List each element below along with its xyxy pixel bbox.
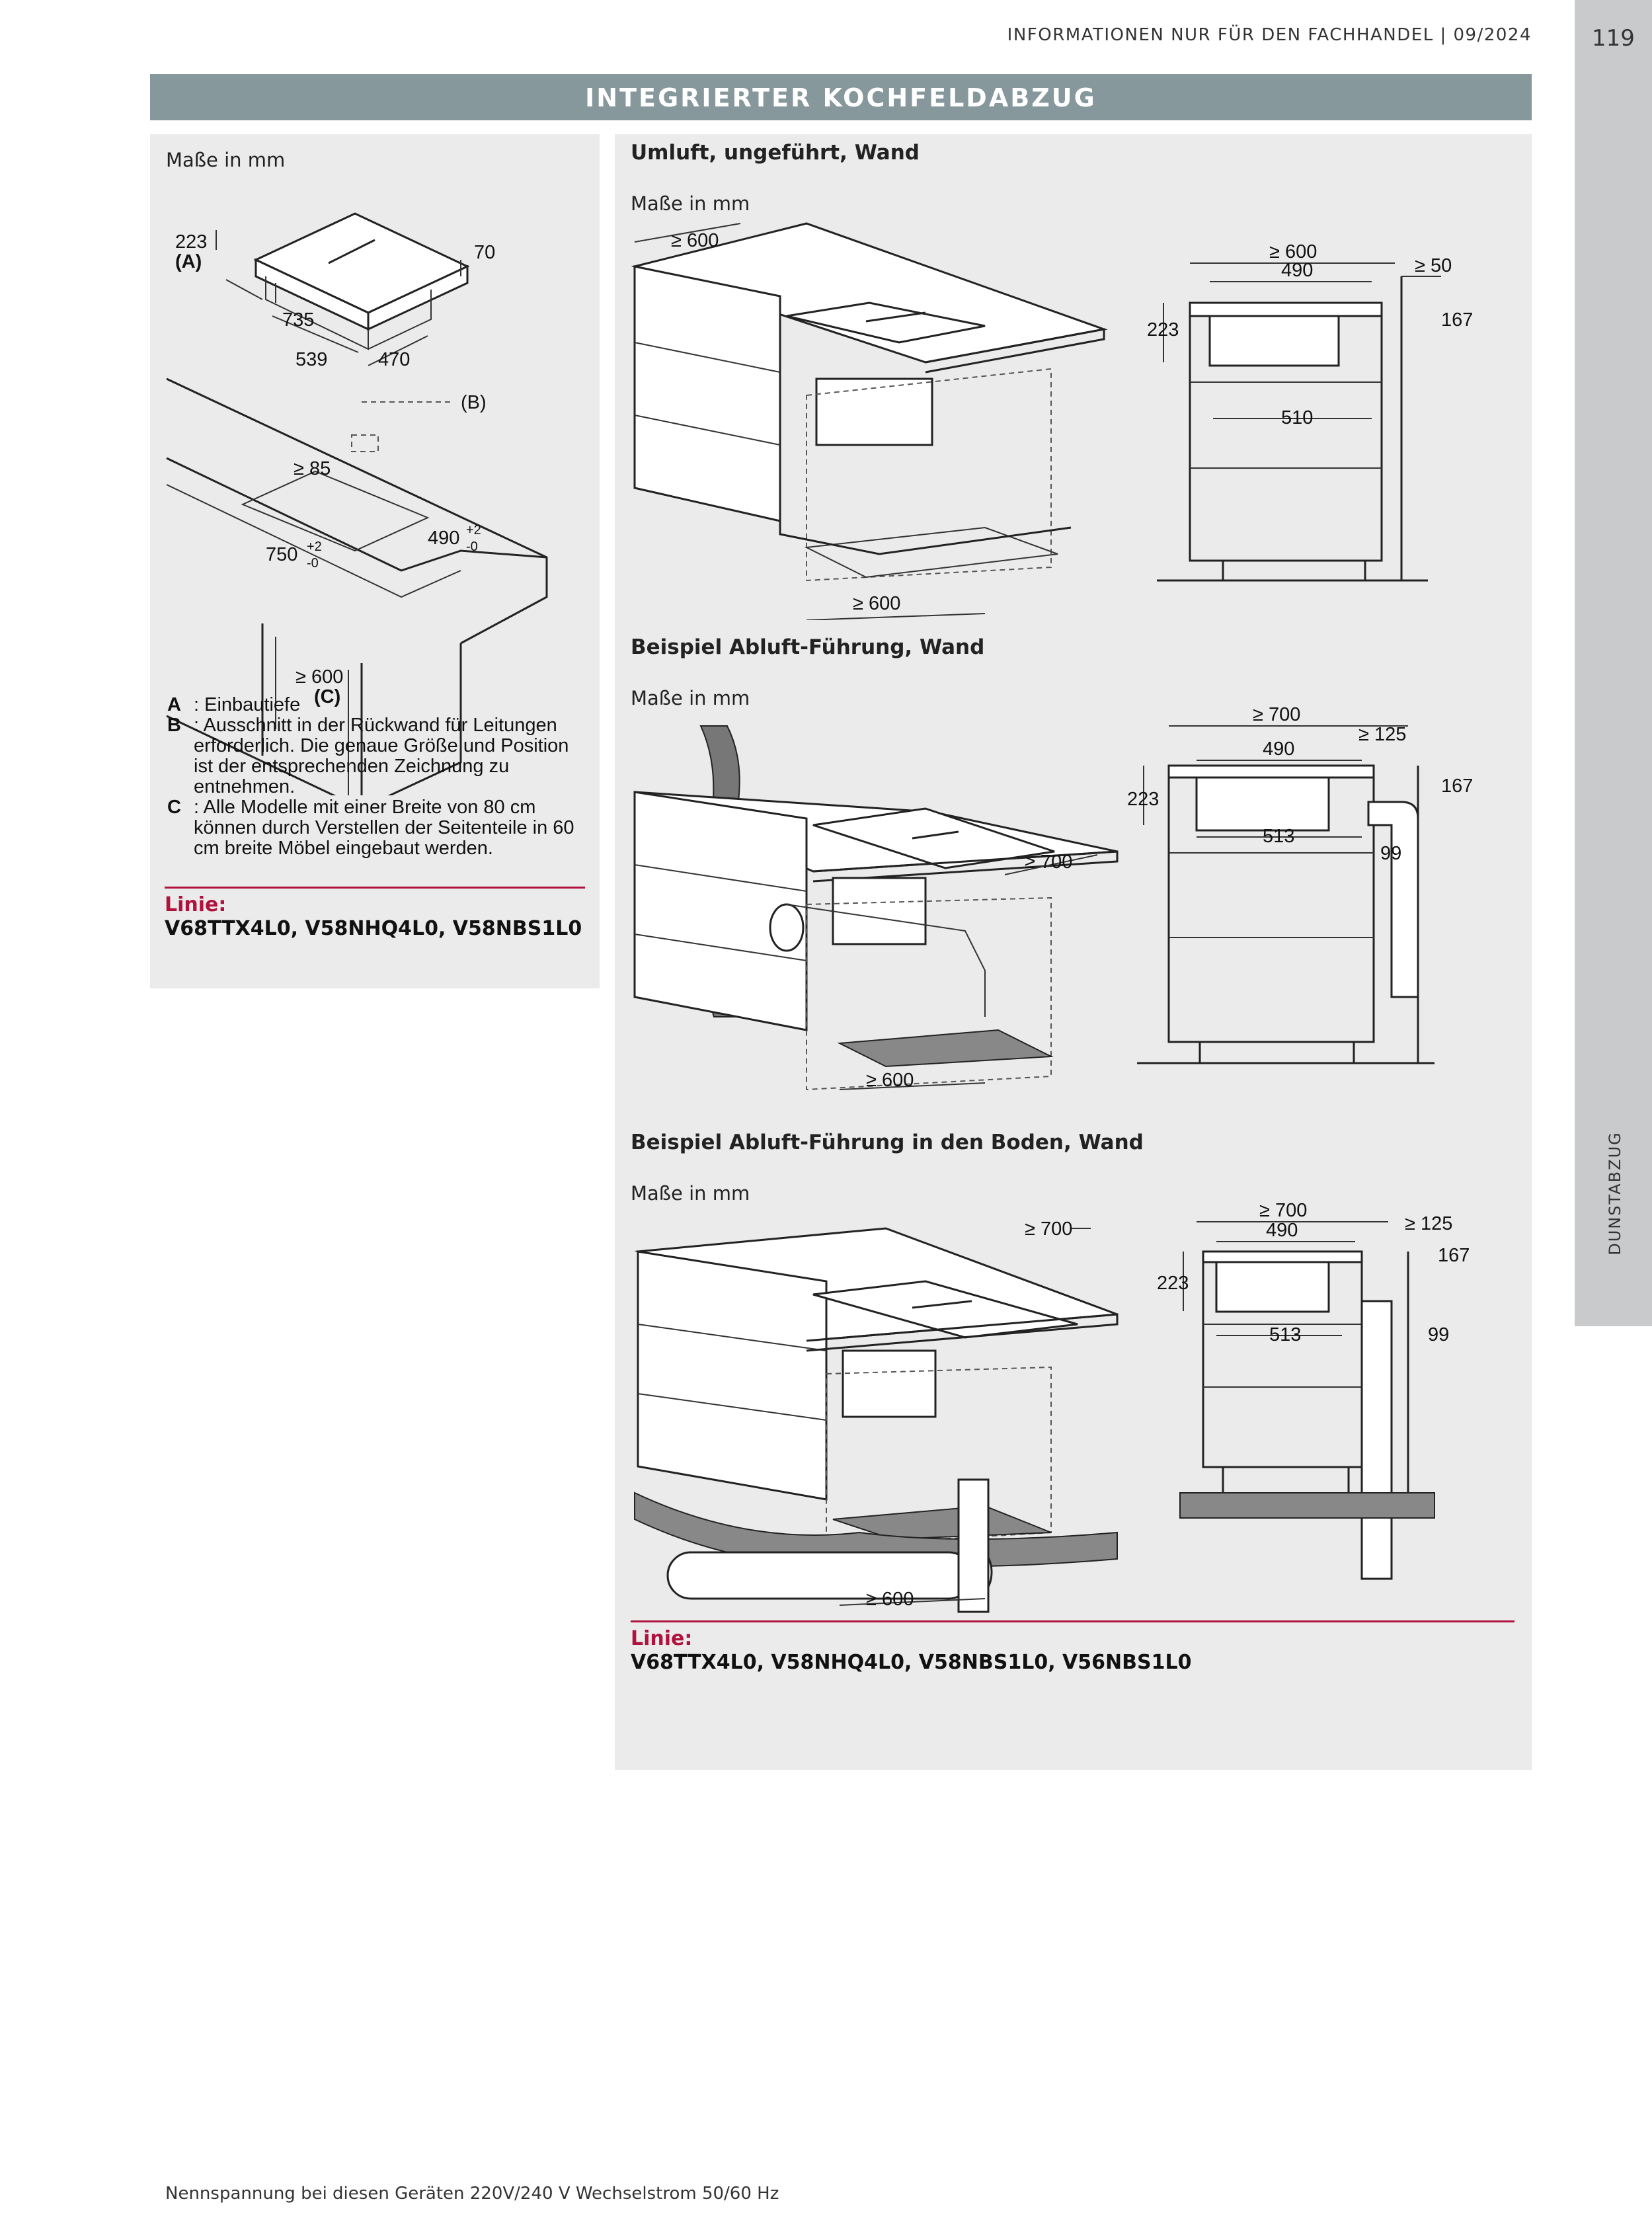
dim-gap: ≥ 50 bbox=[1415, 255, 1452, 276]
legend bbox=[167, 695, 584, 859]
unit-label: Maße in mm bbox=[631, 1182, 750, 1205]
footer-note: Nennspannung bei diesen Geräten 220V/240 V Wechselstrom 50/60 Hz bbox=[165, 2184, 779, 2204]
legend-item-c: C : Alle Modelle mit einer Breite von 80 cm können durch Verstellen der Seitenteile in 60 cm breite Möbel eingebaut werden. bbox=[167, 797, 574, 859]
dim-h: 223 bbox=[1127, 789, 1160, 810]
left-panel bbox=[150, 134, 600, 988]
dim-duct: 99 bbox=[1428, 1324, 1450, 1345]
page-number: 119 bbox=[1592, 25, 1635, 52]
dim-w: ≥ 700 bbox=[1259, 1202, 1308, 1221]
dim-600: ≥ 600 bbox=[295, 666, 344, 688]
legend-item-b: B : Ausschnitt in der Rückwand für Leitungen erforderlich. Die genaue Größe und Position ist der entsprechenden Zeichnung zu entnehmen. bbox=[167, 715, 569, 797]
dim-h2: 167 bbox=[1441, 776, 1474, 797]
dim-base: 510 bbox=[1281, 407, 1314, 428]
svg-text:+2: +2 bbox=[307, 539, 322, 554]
dim-bottom: ≥ 600 bbox=[866, 1070, 914, 1091]
dim-bottom: ≥ 600 bbox=[866, 1589, 914, 1610]
right-panel bbox=[615, 134, 1532, 1770]
section-title-abluft: Beispiel Abluft-Führung, Wand bbox=[631, 635, 985, 659]
line-label: Linie: bbox=[165, 893, 227, 916]
dim-gap: ≥ 125 bbox=[1358, 724, 1407, 745]
dim-w: ≥ 600 bbox=[1269, 241, 1318, 262]
dim-490: 490 bbox=[428, 528, 460, 549]
divider bbox=[631, 1620, 1514, 1622]
model-list: V68TTX4L0, V58NHQ4L0, V58NBS1L0, V56NBS1L0 bbox=[631, 1651, 1192, 1674]
dim-223: 223 bbox=[175, 231, 208, 253]
side-tab bbox=[1606, 1084, 1624, 1302]
dim-base: 513 bbox=[1269, 1324, 1302, 1345]
dim-h2: 167 bbox=[1438, 1245, 1470, 1266]
dim-inner: 490 bbox=[1266, 1220, 1298, 1241]
dim-470: 470 bbox=[378, 349, 411, 370]
drawing-abluft-boden bbox=[615, 1202, 1532, 1638]
dim-539: 539 bbox=[295, 349, 328, 370]
svg-text:-0: -0 bbox=[307, 556, 319, 571]
unit-label: Maße in mm bbox=[166, 149, 286, 171]
label-a: (A) bbox=[175, 251, 202, 272]
dim-70: 70 bbox=[474, 242, 496, 263]
drawing-abluft-wand bbox=[615, 706, 1532, 1103]
dim-85: ≥ 85 bbox=[294, 458, 331, 479]
dim-h: 223 bbox=[1157, 1273, 1189, 1294]
unit-label: Maße in mm bbox=[631, 687, 750, 709]
dim-h: 223 bbox=[1147, 319, 1179, 340]
page-title: INTEGRIERTER KOCHFELDABZUG bbox=[150, 74, 1532, 120]
header-info: INFORMATIONEN NUR FÜR DEN FACHHANDEL | 09/2024 bbox=[1007, 25, 1532, 45]
section-title-abluft-boden: Beispiel Abluft-Führung in den Boden, Wand bbox=[631, 1131, 1144, 1154]
label-b: (B) bbox=[461, 392, 487, 413]
divider bbox=[165, 887, 585, 889]
dim-duct: 99 bbox=[1380, 843, 1402, 864]
unit-label: Maße in mm bbox=[631, 192, 750, 215]
dim-base: 513 bbox=[1263, 826, 1295, 847]
legend-item-a: A : Einbautiefe bbox=[167, 694, 301, 715]
label-c: (C) bbox=[314, 686, 341, 707]
dim-bottom: ≥ 600 bbox=[853, 593, 901, 614]
side-tab-label: DUNSTABZUG bbox=[1606, 1131, 1624, 1255]
svg-text:-0: -0 bbox=[466, 539, 478, 554]
dim-735: 735 bbox=[282, 309, 315, 331]
dim-top: ≥ 700 bbox=[1025, 852, 1073, 873]
dim-inner: 490 bbox=[1281, 260, 1314, 281]
dim-inner: 490 bbox=[1263, 738, 1295, 760]
section-title-umluft: Umluft, ungeführt, Wand bbox=[631, 141, 920, 165]
model-list: V68TTX4L0, V58NHQ4L0, V58NBS1L0 bbox=[165, 917, 582, 940]
dim-top: ≥ 700 bbox=[1025, 1218, 1073, 1240]
dim-750: 750 bbox=[266, 544, 298, 565]
dim-h2: 167 bbox=[1441, 309, 1474, 331]
drawing-umluft bbox=[615, 210, 1532, 620]
dim-gap: ≥ 125 bbox=[1405, 1213, 1453, 1234]
dim-top: ≥ 600 bbox=[671, 230, 719, 251]
svg-text:+2: +2 bbox=[466, 523, 481, 538]
dim-w: ≥ 700 bbox=[1253, 706, 1301, 725]
line-label: Linie: bbox=[631, 1627, 693, 1650]
